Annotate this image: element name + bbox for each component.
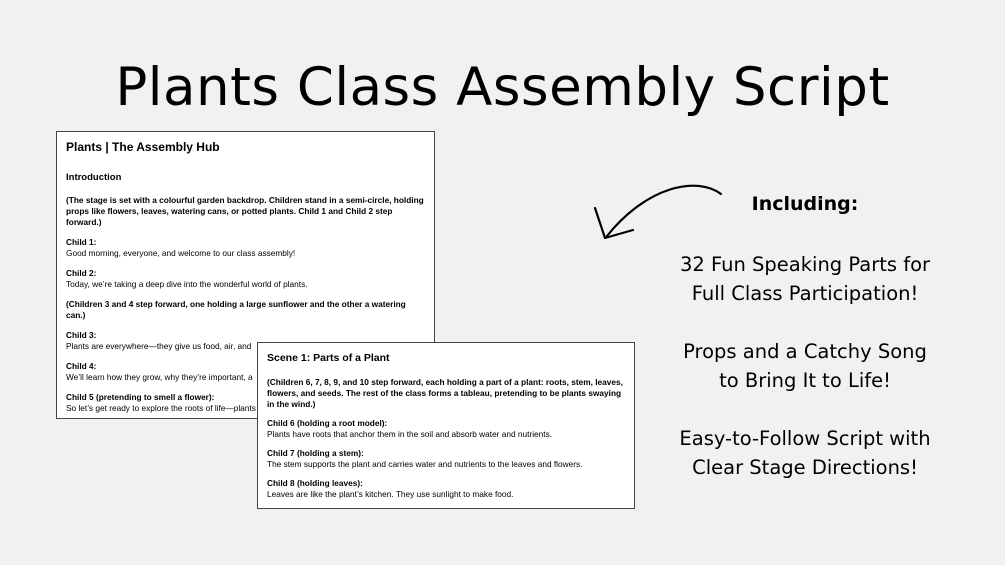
line-block	[66, 237, 425, 259]
feature-line: Full Class Participation!	[691, 282, 919, 305]
feature-line: Clear Stage Directions!	[692, 456, 918, 479]
doc-heading: Introduction	[66, 172, 122, 183]
curved-arrow-icon	[585, 180, 730, 250]
feature-line: Props and a Catchy Song	[683, 340, 927, 363]
speaker: Child 2:	[66, 268, 97, 278]
line-block	[267, 418, 625, 440]
feature-line: 32 Fun Speaking Parts for	[679, 253, 931, 276]
stage-direction-text: (The stage is set with a colourful garden backdrop. Children stand in a semi-circle, holding props like flowers, leaves, watering cans, or potted plants. Child 1 and Child 2 step forward.)	[66, 195, 424, 227]
feature-item	[640, 250, 970, 308]
speaker: Child 4:	[66, 361, 97, 371]
feature-line: Easy-to-Follow Script with	[679, 427, 931, 450]
page-title: Plants Class Assembly Script	[115, 57, 890, 118]
line-text: Good morning, everyone, and welcome to our class assembly!	[66, 248, 296, 258]
speaker: Child 6 (holding a root model):	[267, 418, 388, 428]
line-block	[267, 448, 625, 470]
line-block	[267, 478, 625, 500]
feature-item	[640, 337, 970, 395]
line-text: Plants have roots that anchor them in the soil and absorb water and nutrients.	[267, 429, 553, 439]
line-block	[66, 268, 425, 290]
stage-direction-text: (Children 6, 7, 8, 9, and 10 step forward, each holding a part of a plant: roots, stem, leaves, flowers, and seeds. The rest of the class forms a tableau, pretending to be plants swaying in the wind.)	[267, 377, 623, 409]
doc-title: Plants | The Assembly Hub	[66, 140, 220, 154]
including-heading: Including:	[751, 193, 859, 215]
feature-line: to Bring It to Life!	[719, 369, 891, 392]
speaker: Child 8 (holding leaves):	[267, 478, 363, 488]
stage-direction	[267, 377, 625, 410]
speaker: Child 7 (holding a stem):	[267, 448, 364, 458]
doc-title: Scene 1: Parts of a Plant	[267, 352, 390, 364]
line-text: The stem supports the plant and carries water and nutrients to the leaves and flowers.	[267, 459, 583, 469]
speaker: Child 1:	[66, 237, 97, 247]
feature-item	[640, 424, 970, 482]
line-text: We’ll learn how they grow, why they’re important, a	[66, 372, 253, 382]
line-text: So let’s get ready to explore the roots of life—plants	[66, 403, 256, 413]
speaker: Child 5 (pretending to smell a flower):	[66, 392, 215, 402]
line-text: Today, we’re taking a deep dive into the wonderful world of plants.	[66, 279, 308, 289]
stage-direction	[66, 195, 425, 228]
script-page-scene-1	[257, 342, 635, 509]
line-text: Leaves are like the plant’s kitchen. They use sunlight to make food.	[267, 489, 514, 499]
stage-direction-text: (Children 3 and 4 step forward, one holding a large sunflower and the other a watering can.)	[66, 299, 406, 320]
line-text: Plants are everywhere—they give us food, air, and	[66, 341, 252, 351]
speaker: Child 3:	[66, 330, 97, 340]
stage-direction	[66, 299, 425, 321]
